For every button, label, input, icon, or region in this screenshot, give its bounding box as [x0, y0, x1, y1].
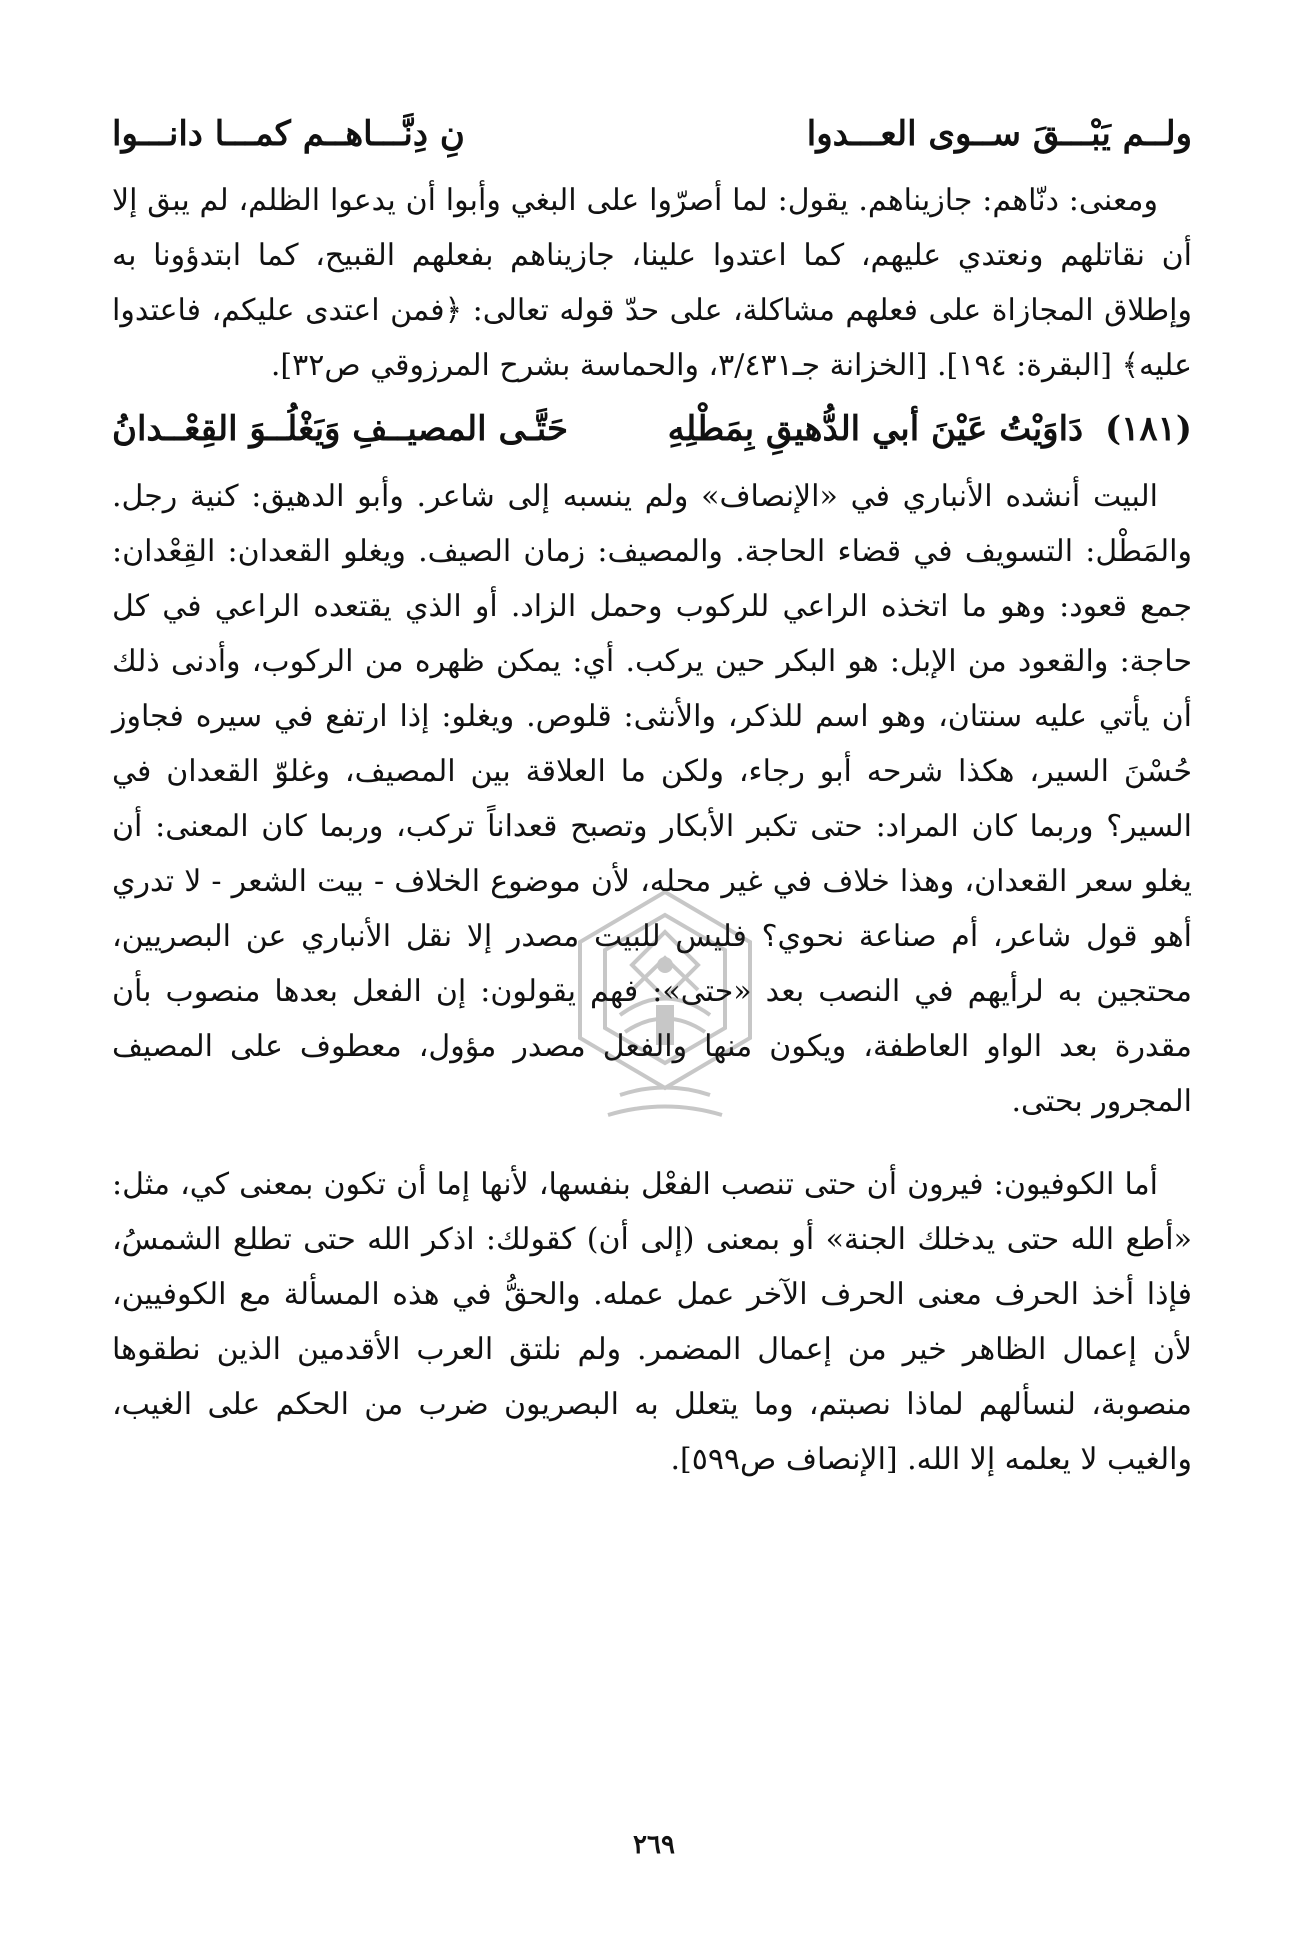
page-number: ٢٦٩	[633, 1830, 675, 1860]
verse-number: (١٨١)	[1105, 409, 1192, 450]
commentary-paragraph-1: ومعنى: دنّاهم: جازيناهم. يقول: لما أصرّوا على البغي وأبوا أن يدعوا الظلم، لم يبق إلا أن نقاتلهم ونعتدي عليهم، كما اعتدوا علينا، جازيناهم بفعلهم القبيح، كما ابتدؤونا به وإطلاق المجازاة على فعلهم مشاكلة، على حدّ قوله تعالى: ﴿فمن اعتدى عليكم، فاعتدوا عليه﴾ [البقرة: ١٩٤]. [الخزانة جـ٣/٤٣١، والحماسة بشرح المرزوقي ص٣٢].	[112, 183, 1192, 384]
verse-line-2	[112, 405, 1192, 454]
verse-1-first-hemistich: ولــم يَبْـــقَ ســوى العـــدوا	[806, 114, 1192, 154]
page-content	[112, 110, 1192, 1487]
verse-2-second-hemistich: حَتَّـى المصيــفِ وَيَغْلُــوَ القِعْــدانُ	[112, 409, 569, 450]
verse-line-1	[112, 110, 1192, 159]
verse-1-second-hemistich: نِ دِنَّـــاهــم كمـــا دانـــوا	[112, 114, 465, 154]
verse-2-first-hemistich-text: دَاوَيْتُ عَيْنَ أبي الدُّهيقِ بِمَطْلِهِ	[667, 409, 1084, 450]
commentary-paragraph-3: أما الكوفيون: فيرون أن حتى تنصب الفعْل بنفسها، لأنها إما أن تكون بمعنى كي، مثل: «أطع الله حتى يدخلك الجنة» أو بمعنى (إلى أن) كقولك: اذكر الله حتى تطلع الشمسُ، فإذا أخذ الحرف معنى الحرف الآخر عمل عمله. والحقُّ في هذه المسألة مع الكوفيين، لأن إعمال الظاهر خير من إعمال المضمر. ولم نلتق العرب الأقدمين الذين نطقوها منصوبة، لنسألهم لماذا نصبتم، وما يتعلل به البصريون ضرب من الحكم على الغيب، والغيب لا يعلمه إلا الله. [الإنصاف ص٥٩٩].	[112, 1166, 1192, 1477]
commentary-paragraph-2: البيت أنشده الأنباري في «الإنصاف» ولم ينسبه إلى شاعر. وأبو الدهيق: كنية رجل. والمَطْل: التسويف في قضاء الحاجة. والمصيف: زمان الصيف. ويغلو القعدان: القِعْدان: جمع قعود: وهو ما اتخذه الراعي للركوب وحمل الزاد. أو الذي يقتعده الراعي في كل حاجة: والقعود من الإبل: هو البكر حين يركب. أي: يمكن ظهره من الركوب، وأدنى ذلك أن يأتي عليه سنتان، وهو اسم للذكر، والأنثى: قلوص. ويغلو: إذا ارتفع في سيره فجاوز حُسْنَ السير، هكذا شرحه أبو رجاء، ولكن ما العلاقة بين المصيف، وغلوّ القعدان في السير؟ وربما كان المراد: حتى تكبر الأبكار وتصبح قعداناً تركب، وربما كان المعنى: أن يغلو سعر القعدان، وهذا خلاف في غير محله، لأن موضوع الخلاف - بيت الشعر - لا تدري أهو قول شاعر، أم صناعة نحوي؟ فليس للبيت مصدر إلا نقل الأنباري عن البصريين، محتجين به لرأيهم في النصب بعد «حتى»: فهم يقولون: إن الفعل بعدها منصوب بأن مقدرة بعد الواو العاطفة، ويكون منها والفعل مصدر مؤول، معطوف على المصيف المجرور بحتى.	[112, 478, 1192, 1119]
verse-2-first-hemistich	[668, 405, 1192, 454]
